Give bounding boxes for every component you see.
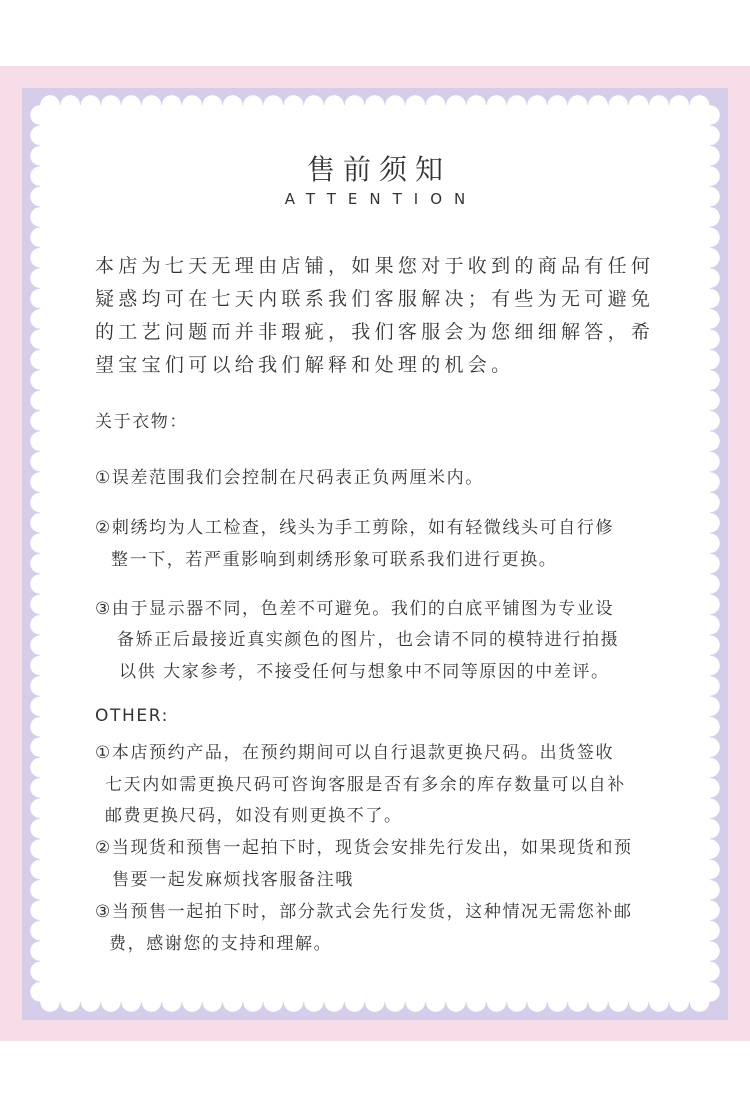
- intro-paragraph: 本店为七天无理由店铺，如果您对于收到的商品有任何疑惑均可在七天内联系我们客服解决；有些为无可避免的工艺问题而并非瑕疵，我们客服会为您细细解答，希望宝宝们可以给我们解释和处理的机会。: [95, 255, 655, 376]
- clothing-item-3-line-1: ③由于显示器不同，色差不可避免。我们的白底平铺图为专业设: [95, 599, 615, 619]
- other-item-1-line-1: ①本店预约产品，在预约期间可以自行退款更换尺码。出货签收: [95, 743, 615, 763]
- clothing-heading: 关于衣物：: [95, 412, 188, 432]
- page-subtitle: ATTENTION: [284, 190, 478, 208]
- clothing-item-2-line-2: 整一下，若严重影响到刺绣形象可联系我们进行更换。: [111, 550, 558, 570]
- other-item-2-line-1: ②当现货和预售一起拍下时，现货会安排先行发出，如果现货和预: [95, 838, 633, 858]
- other-item-3-line-1: ③当预售一起拍下时，部分款式会先行发货，这种情况无需您补邮: [95, 902, 633, 922]
- clothing-item-2-line-1: ②刺绣均为人工检查，线头为手工剪除，如有轻微线头可自行修: [95, 518, 615, 538]
- clothing-item-1-line-1: ①误差范围我们会控制在尺码表正负两厘米内。: [95, 468, 484, 488]
- page-title: 售前须知: [306, 153, 451, 186]
- clothing-item-3-line-2: 备矫正后最接近真实颜色的图片，也会请不同的模特进行拍摄: [117, 630, 620, 650]
- other-item-1-line-2: 七天内如需更换尺码可咨询客服是否有多余的库存数量可以自补: [105, 775, 626, 795]
- other-item-1-line-3: 邮费更换尺码，如没有则更换不了。: [105, 806, 403, 826]
- clothing-item-3-line-3: 以供 大家参考，不接受任何与想象中不同等原因的中差评。: [119, 662, 610, 682]
- other-item-3-line-2: 费，感谢您的支持和理解。: [109, 934, 333, 954]
- other-heading: OTHER:: [95, 706, 169, 726]
- other-item-2-line-2: 售要一起发麻烦找客服备注哦: [112, 870, 354, 890]
